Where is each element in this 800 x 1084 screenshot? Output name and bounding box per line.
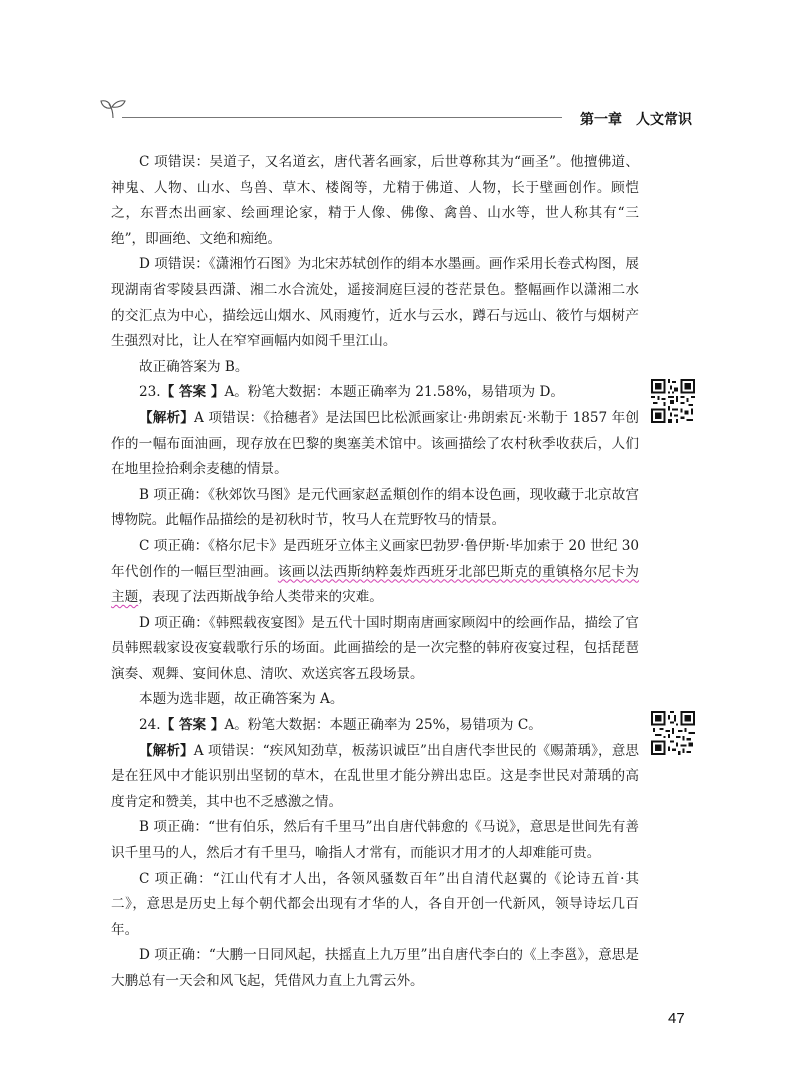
q23-analysis <box>111 406 639 483</box>
q23-analysis-text: A 项错误：《拾穗者》是法国巴比松派画家让·弗朗索瓦·米勒于 1857 年创作的一幅布面油画，现存放在巴黎的奥塞美术馆中。该画描绘了农村秋季收获后，人们在地里捡拾剩余麦穗的情景。 <box>111 409 640 478</box>
qr-code-graphic <box>651 711 695 755</box>
q23-answer <box>111 380 639 406</box>
qr-code-icon[interactable] <box>651 379 695 423</box>
chapter-heading <box>580 109 692 129</box>
q24-analysis-label: 【解析】 <box>139 742 194 759</box>
q23-answer-text: A。粉笔大数据：本题正确率为 21.58%，易错项为 D。 <box>224 384 564 401</box>
q23-option-c-post: ，表现了法西斯战争给人类带来的灾难。 <box>138 589 383 606</box>
q24-answer-label: 【 答案 】 <box>160 717 225 734</box>
page-body <box>111 150 639 995</box>
paragraph-answer-b: 故正确答案为 B。 <box>139 358 249 375</box>
q23-answer-label: 【 答案 】 <box>160 384 225 401</box>
header-rule <box>122 117 562 118</box>
qr-code-icon[interactable] <box>651 711 695 755</box>
q24-answer-text: A。粉笔大数据：本题正确率为 25%，易错项为 C。 <box>224 717 542 734</box>
chapter-number: 第一章 <box>580 112 622 128</box>
q23-option-c <box>111 534 639 611</box>
q24-analysis <box>111 739 639 816</box>
page-number: 47 <box>668 1010 685 1027</box>
paragraph-c-wrong: C 项错误：吴道子，又名道玄，唐代著名画家，后世尊称其为“画圣”。他擅佛道、神鬼、人物、山水、鸟兽、草木、楼阁等，尤精于佛道、人物，长于壁画创作。顾恺之，东晋杰出画家、绘画理论家，精于人像、佛像、禽兽、山水等，世人称其有“三绝”，即画绝、文绝和痴绝。 <box>111 154 639 247</box>
chapter-title: 人文常识 <box>636 112 692 128</box>
highlighted-underline: 该画以法西斯纳粹轰炸西班牙北部巴斯克的重镇格尔尼卡为主题 <box>111 563 640 606</box>
q24-analysis-text: A 项错误：“疾风知劲草，板荡识诚臣”出自唐代李世民的《赐萧瑀》，意思是在狂风中才能识别出坚韧的草木，在乱世里才能分辨出忠臣。这是李世民对萧瑀的高度肯定和赞美，其中也不乏感激之情。 <box>111 742 639 810</box>
q24-option-d: D 项正确：“大鹏一日同风起，扶摇直上九万里”出自唐代李白的《上李邕》，意思是大鹏总有一天会和风飞起，凭借风力直上九霄云外。 <box>111 947 639 989</box>
q23-option-d: D 项正确：《韩熙载夜宴图》是五代十国时期南唐画家顾闳中的绘画作品，描绘了官员韩熙载家设夜宴载歌行乐的场面。此画描绘的是一次完整的韩府夜宴过程，包括琵琶演奏、观舞、宴间休息、清吹、欢送宾客五段场景。 <box>111 614 639 682</box>
q23-number: 23. <box>139 384 161 401</box>
q24-answer <box>111 713 639 739</box>
q23-option-b: B 项正确：《秋郊饮马图》是元代画家赵孟頫创作的绢本设色画，现收藏于北京故宫博物院。此幅作品描绘的是初秋时节，牧马人在荒野牧马的情景。 <box>111 486 639 529</box>
page-header <box>0 0 800 130</box>
q24-number: 24. <box>139 717 161 734</box>
q24-option-b: B 项正确：“世有伯乐，然后有千里马”出自唐代韩愈的《马说》，意思是世间先有善识千里马的人，然后才有千里马，喻指人才常有，而能识才用才的人却难能可贵。 <box>111 819 639 862</box>
qr-code-graphic <box>651 379 695 423</box>
q24-option-c: C 项正确：“江山代有才人出，各领风骚数百年”出自清代赵翼的《论诗五首·其二》，意思是历史上每个朝代都会出现有才华的人，各自开创一代新风，领导诗坛几百年。 <box>111 870 639 938</box>
q23-conclusion: 本题为选非题，故正确答案为 A。 <box>139 691 344 708</box>
paragraph-d-wrong: D 项错误：《潇湘竹石图》为北宋苏轼创作的绢本水墨画。画作采用长卷式构图，展现湖南省零陵县西潇、湘二水合流处，遥接洞庭巨浸的苍茫景色。整幅画作以潇湘二水的交汇点为中心，描绘远山烟水、风雨瘦竹，近水与云水，蹲石与远山、筱竹与烟树产生强烈对比，让人在窄窄画幅内如阅千里江山。 <box>111 256 639 350</box>
q23-analysis-label: 【解析】 <box>139 409 195 426</box>
q23-option-c-pre: C 项正确：《格尔尼卡》是西班牙立体主义画家巴勃罗·鲁伊斯·毕加索于 20 世纪 30 年代创作的一幅巨型油画。 <box>111 537 639 580</box>
